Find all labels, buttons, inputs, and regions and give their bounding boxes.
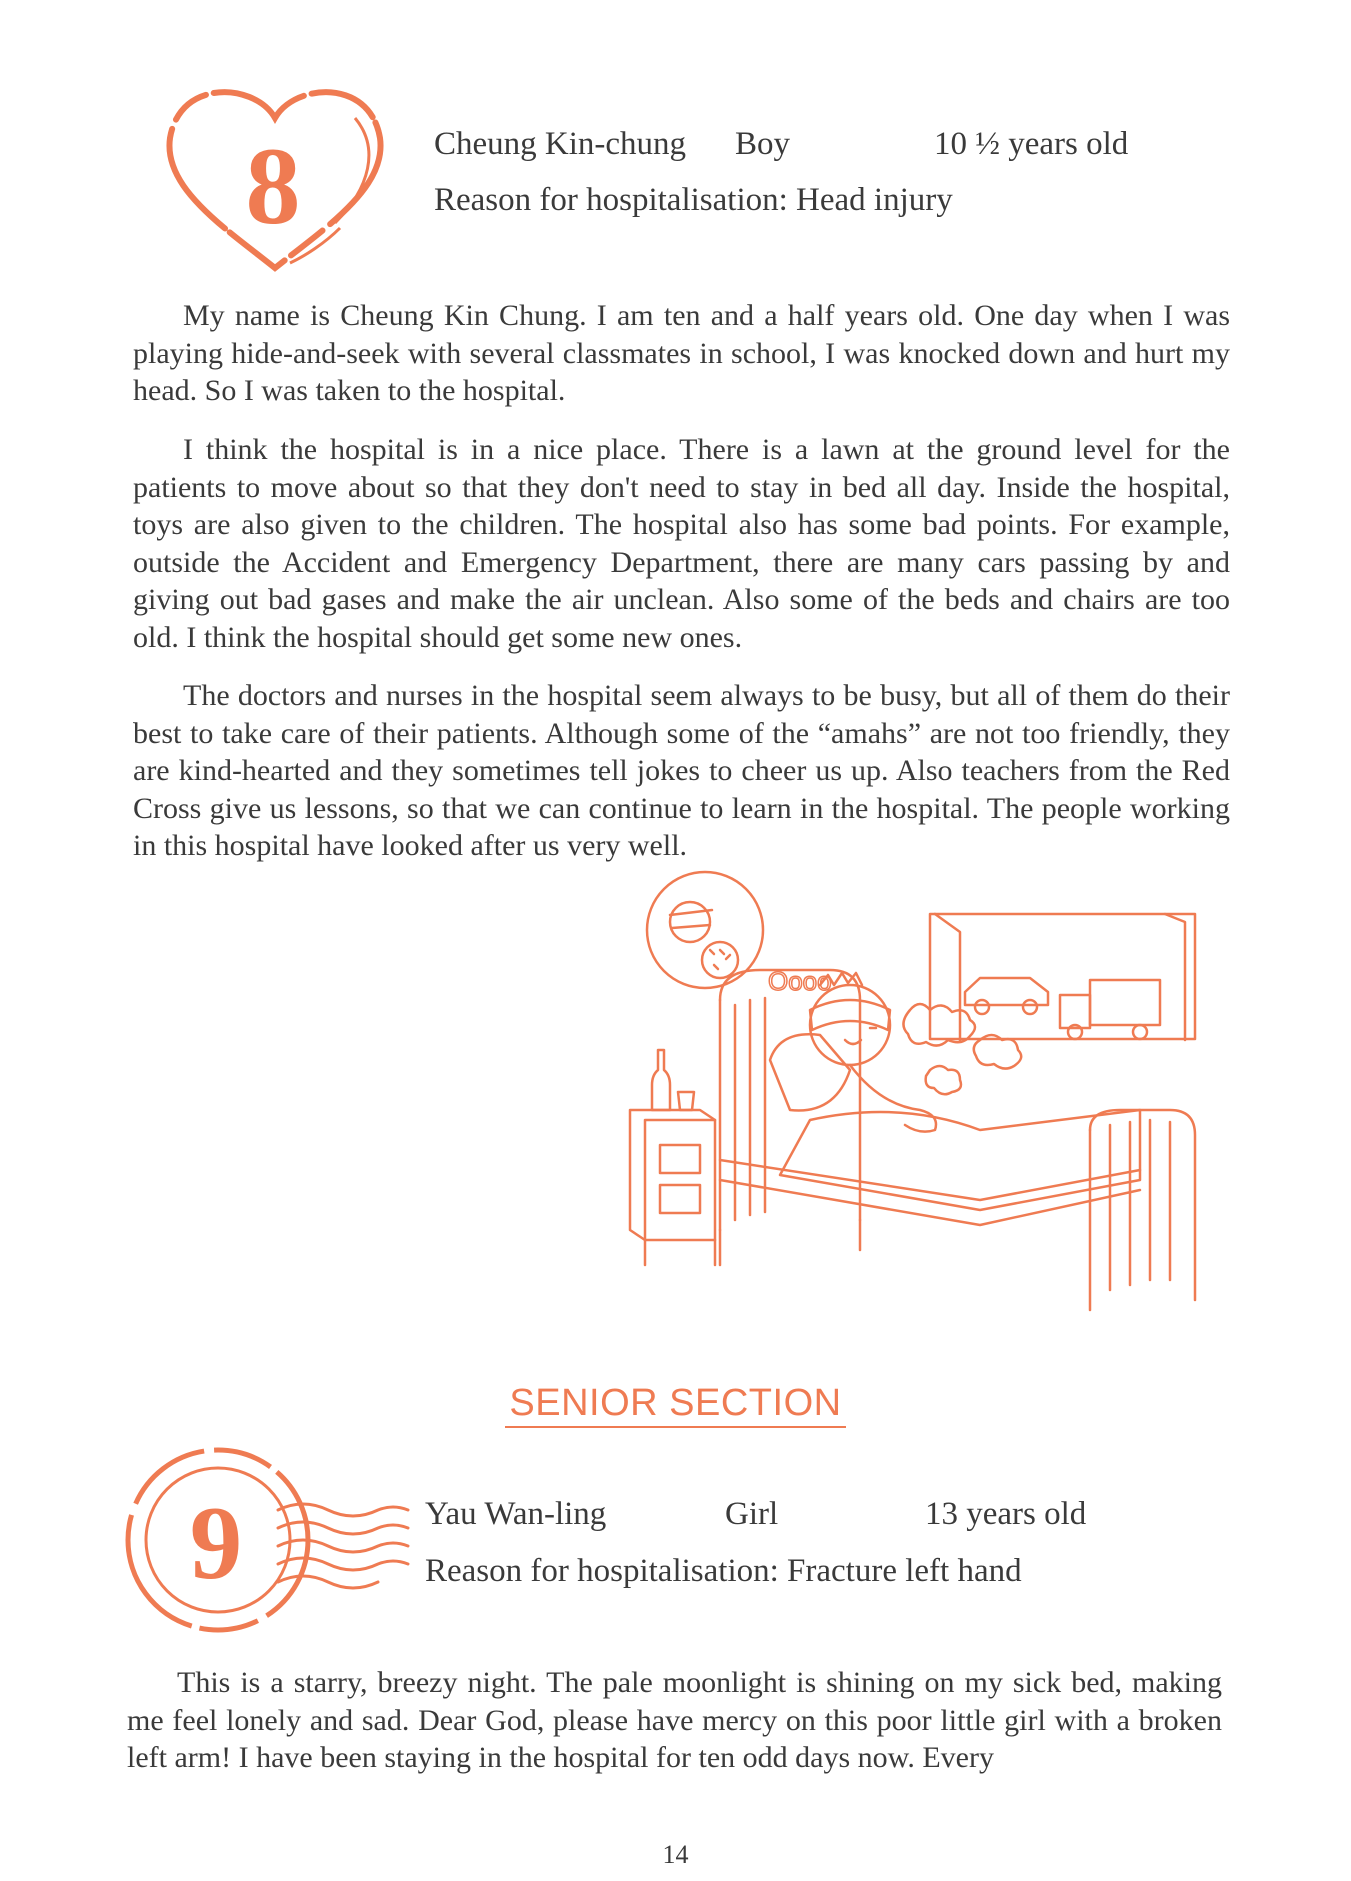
age-fraction: ½ bbox=[975, 126, 1000, 162]
entry-8-paragraph-2: I think the hospital is in a nice place. There is a lawn at the ground level for the patients to move about so that they don't need to stay in bed all day. Inside the hospital, toys are also given to the children. The hospital also has some bad points. For example, outside the Accident and Emergency Department, there are many cars passing by and giving out bad gases and make the air unclean. Also some of the beds and chairs are too old. I think the hospital should get some new ones. bbox=[133, 433, 1230, 654]
entry-number: 8 bbox=[245, 125, 301, 247]
heart-badge bbox=[155, 78, 395, 278]
reason-value: Head injury bbox=[796, 182, 953, 218]
entry-9-gender: Girl bbox=[725, 1496, 779, 1532]
entry-8-gender: Boy bbox=[735, 126, 791, 162]
entry-8-reason bbox=[434, 182, 953, 219]
age-whole: 10 bbox=[934, 126, 967, 162]
thought-text: Oooo bbox=[768, 966, 832, 996]
entry-8-paragraph-1: My name is Cheung Kin Chung. I am ten and a half years old. One day when I was playing hide-and-seek with several classmates in school, I was knocked down and hurt my head. So I was taken to the hospital. bbox=[133, 299, 1230, 407]
entry-8-name: Cheung Kin-chung bbox=[434, 126, 687, 162]
entry-8-paragraph-3: The doctors and nurses in the hospital seem always to be busy, but all of them do their best to take care of their patients. Although some of the “amahs” are not too friendly, they are kind-hearted and they sometimes tell jokes to cheer us up. Also teachers from the Red Cross give us lessons, so that we can continue to learn in the hospital. The people working in this hospital have looked after us very well. bbox=[133, 679, 1230, 862]
hospital-bed-drawing-icon bbox=[620, 870, 1210, 1350]
reason-label: Reason for hospitalisation: bbox=[434, 182, 788, 218]
postmark-badge bbox=[118, 1440, 418, 1640]
entry-9-reason bbox=[425, 1553, 1022, 1590]
entry-9-paragraph-1: This is a starry, breezy night. The pale moonlight is shining on my sick bed, making me feel lonely and sad. Dear God, please have mercy on this poor little girl with a broken left arm! I have been staying in the hospital for ten odd days now. Every bbox=[127, 1666, 1222, 1774]
entry-8-age bbox=[934, 126, 1128, 163]
reason-value: Fracture left hand bbox=[787, 1553, 1022, 1589]
postmark-stamp-icon bbox=[118, 1440, 418, 1640]
heart-icon bbox=[155, 78, 395, 278]
section-title bbox=[0, 1382, 1351, 1425]
age-suffix: years old bbox=[1008, 126, 1129, 162]
entry-9-age: 13 years old bbox=[925, 1496, 1087, 1532]
entry-number: 9 bbox=[189, 1484, 243, 1601]
entry-9-name: Yau Wan-ling bbox=[425, 1496, 607, 1532]
hospital-illustration bbox=[620, 870, 1210, 1350]
section-title-text: SENIOR SECTION bbox=[505, 1382, 845, 1428]
page-number: 14 bbox=[662, 1840, 689, 1869]
reason-label: Reason for hospitalisation: bbox=[425, 1553, 779, 1589]
